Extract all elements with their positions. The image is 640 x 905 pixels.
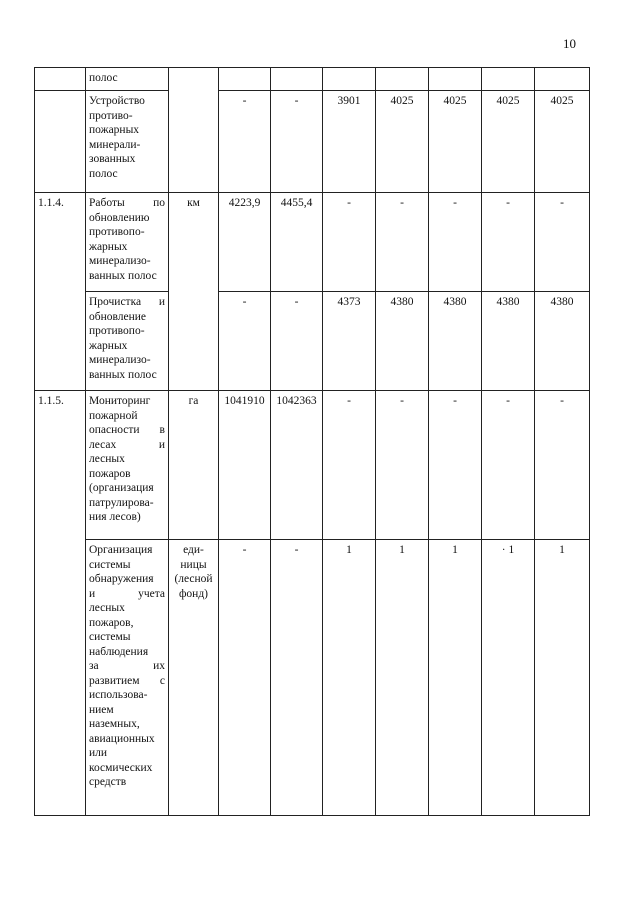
value-cell: - [376,391,429,540]
name-line: Работы по [89,197,165,209]
value-cell: - [482,391,535,540]
name-cell [86,391,169,540]
value-cell: - [535,193,590,292]
value-cell: - [271,540,323,816]
code-cell [35,91,86,193]
value-cell: - [271,91,323,193]
table-row [35,91,590,193]
value-cell: - [219,540,271,816]
name-cell [86,193,169,292]
value-cell: 4380 [376,292,429,391]
table-row [35,540,590,816]
name-rest: лесных пожаров, системы наблюдения [89,602,149,658]
table-row [35,391,590,540]
value-cell: - [219,91,271,193]
value-cell: 4025 [482,91,535,193]
value-cell: 1041910 [219,391,271,540]
value-cell: - [323,193,376,292]
name-rest: использова- нием наземных, авиационных или космических средств [89,689,155,788]
unit-cell: км [169,193,219,391]
name-line: и учета [89,587,165,600]
value-cell: 1 [535,540,590,816]
value-cell: - [429,391,482,540]
value-cell [376,68,429,91]
value-cell: · 1 [482,540,535,816]
name-line: развитием с [89,674,165,687]
name-line: лесах и [89,438,165,451]
value-cell: 1 [376,540,429,816]
name-line: Мониторинг [89,395,151,407]
name-line: опасности в [89,424,165,436]
forest-fire-measures-table [34,67,590,816]
value-cell: - [376,193,429,292]
value-cell: 4380 [535,292,590,391]
value-cell [429,68,482,91]
table-row [35,193,590,292]
value-cell [323,68,376,91]
value-cell: 4025 [429,91,482,193]
value-cell: 4025 [376,91,429,193]
value-cell: - [482,193,535,292]
name-cell: Устройство противо- пожарных минерали- зованных полос [86,91,169,193]
name-rest: Организация системы обнаружения [89,544,154,585]
name-cell [86,292,169,391]
unit-cell [169,68,219,193]
value-cell [535,68,590,91]
value-cell: 1 [429,540,482,816]
value-cell: 4373 [323,292,376,391]
name-rest: обновлению противопо- жарных минерализо- ванных полос [89,211,157,282]
unit-cell: га [169,391,219,540]
value-cell: 4380 [429,292,482,391]
value-cell: - [323,391,376,540]
value-cell [482,68,535,91]
code-cell: 1.1.4. [35,193,86,391]
unit-cell: еди- ницы (лесной фонд) [169,540,219,816]
name-line: пожарной [89,409,138,422]
name-cell: полос [86,68,169,91]
name-line: Прочистка и [89,296,165,308]
table-row [35,292,590,391]
value-cell: 4025 [535,91,590,193]
page-number: 10 [563,36,576,51]
name-rest: лесных пожаров (организация патрулирова- ния лесов) [89,453,154,523]
code-cell [35,68,86,91]
name-cell [86,540,169,816]
value-cell [271,68,323,91]
value-cell: - [535,391,590,540]
value-cell: - [271,292,323,391]
value-cell: 3901 [323,91,376,193]
value-cell: 4223,9 [219,193,271,292]
value-cell: 1042363 [271,391,323,540]
value-cell [219,68,271,91]
table-row [35,68,590,91]
name-line: за их [89,660,165,672]
value-cell: - [429,193,482,292]
value-cell: - [219,292,271,391]
value-cell: 4455,4 [271,193,323,292]
value-cell: 1 [323,540,376,816]
name-rest: обновление противопо- жарных минерализо- ванных полос [89,310,157,381]
value-cell: 4380 [482,292,535,391]
code-cell: 1.1.5. [35,391,86,816]
